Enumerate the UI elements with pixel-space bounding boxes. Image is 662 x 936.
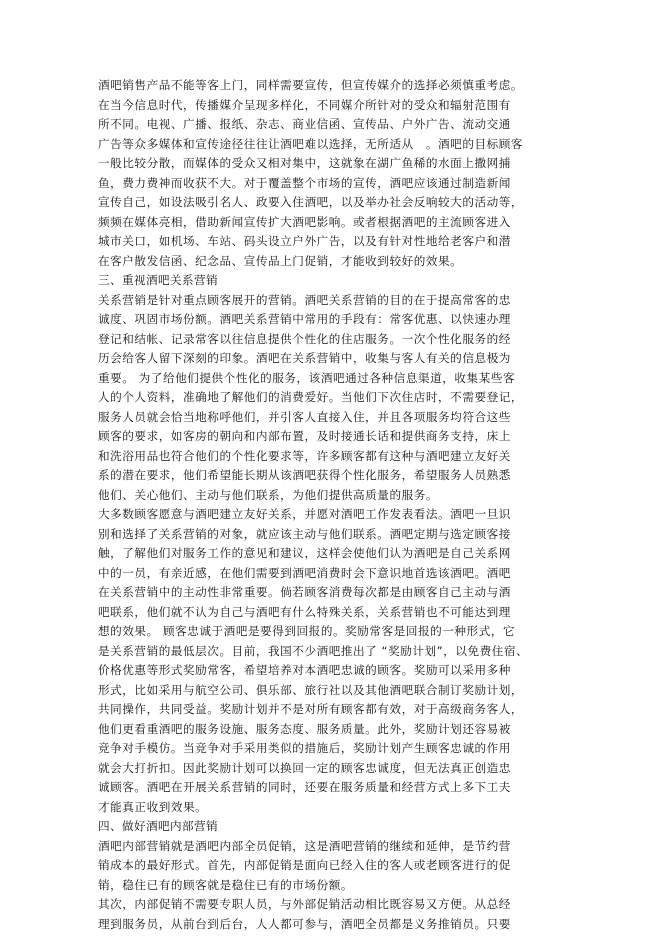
body-text-line: 理到服务员，从前台到后台，人人都可参与，酒吧全员都是义务推销员。只要	[98, 916, 511, 931]
body-text-line: 触，了解他们对服务工作的意见和建议，这样会使他们认为酒吧是自己关系网	[98, 546, 511, 560]
body-text-line: 酒吧销售产品不能等客上门，同样需要宣传，但宣传媒介的选择必须慎重考虑。	[98, 78, 524, 92]
body-text-line: 在当今信息时代，传播媒介呈现多样化，不同媒介所针对的受众和辐射范围有	[98, 97, 511, 112]
body-text-line: 价格优惠等形式奖励常客，希望培养对本酒吧忠诚的顾客。奖励可以采用多种	[98, 663, 511, 677]
body-text-line: 中的一员，有亲近感，在他们需要到酒吧消费时会下意识地首选该酒吧。酒吧	[98, 565, 511, 580]
body-text-line: 服务人员就会恰当地称呼他们，并引客人直接入住，并且各项服务均符合这些	[98, 409, 511, 424]
body-text-line: 历会给客人留下深刻的印象。酒吧在关系营销中，收集与客人有关的信息极为	[98, 351, 511, 365]
body-text-line: 人的个人资料，准确地了解他们的消费爱好。当他们下次住店时，不需要登记，	[98, 390, 524, 404]
body-text-line: 是关系营销的最低层次。目前，我国不少酒吧推出了 “奖励计划”，以免费住宿、	[98, 643, 529, 658]
body-text-line: 频频在媒体亮相，借助新闻宣传扩大酒吧影响。或者根据酒吧的主流顾客进入	[98, 214, 511, 229]
section-heading-relationship-marketing: 三、重视酒吧关系营销	[98, 273, 218, 287]
body-text-line: 和洗浴用品也符合他们的个性化要求等，许多顾客都有这种与酒吧建立友好关	[98, 448, 511, 463]
body-text-line: 共同操作，共同受益。奖励计划并不是对所有顾客都有效，对于高级商务客人，	[98, 702, 524, 716]
body-text-line: 广告等众多媒体和宣传途径往往让酒吧难以选择，无所适从 。酒吧的目标顾客	[98, 136, 524, 151]
body-text-line: 系的潜在要求，他们希望能长期从该酒吧获得个性化服务，希望服务人员熟悉	[98, 468, 511, 482]
body-text-line: 诚顾客。酒吧在开展关系营销的同时，还要在服务质量和经营方式上多下工夫	[98, 780, 511, 794]
body-text-line: 竞争对手模仿。当竞争对手采用类似的措施后，奖励计划产生顾客忠诚的作用	[98, 741, 511, 755]
body-text-line: 其次，内部促销不需要专职人员，与外部促销活动相比既容易又方便。从总经	[98, 897, 511, 911]
body-text-line: 就会大打折扣。因此奖励计划可以换回一定的顾客忠诚度，但无法真正创造忠	[98, 760, 511, 775]
body-text-line: 大多数顾客愿意与酒吧建立友好关系，并愿对酒吧工作发表看法。酒吧一旦识	[98, 507, 511, 521]
body-text-line: 宣传自己，如设法吸引名人、政要入住酒吧，以及举办社会反响较大的活动等，	[98, 195, 524, 209]
body-text-line: 在关系营销中的主动性非常重要。倘若顾客消费每次都是由顾客自己主动与酒	[98, 585, 511, 599]
body-text-line: 在客户散发信函、纪念品、宣传品上门促销，才能收到较好的效果。	[98, 253, 463, 268]
body-text-line: 所不同。电视、广播、报纸、杂志、商业信函、宣传品、户外广告、流动交通	[98, 117, 511, 131]
body-text-line: 登记和结帐、记录常客以往信息提供个性化的住店服务。一次个性化服务的经	[98, 331, 511, 346]
section-heading-internal-marketing: 四、做好酒吧内部营销	[98, 819, 218, 833]
body-text-line: 顾客的要求，如客房的朝向和内部布置，及时接通长话和提供商务支持，床上	[98, 429, 511, 443]
body-text-line: 重要。 为了给他们提供个性化的服务，该酒吧通过各种信息渠道，收集某些客	[98, 370, 516, 385]
body-text-line: 他们、关心他们、主动与他们联系，为他们提供高质量的服务。	[98, 487, 439, 502]
body-text-line: 鱼，费力费神而收获不大。对于覆盖整个市场的宣传，酒吧应该通过制造新闻	[98, 175, 511, 190]
body-text-line: 酒吧内部营销就是酒吧内部全员促销，这是酒吧营销的继续和延伸，是节约营	[98, 838, 511, 853]
body-text-line: 销，稳住已有的顾客就是稳住已有的市场份额。	[98, 877, 354, 892]
body-text-line: 诚度、巩固市场份额。酒吧关系营销中常用的手段有：常客优惠、以快速办理	[98, 312, 511, 326]
body-text-line: 别和选择了关系营销的对象，就应该主动与他们联系。酒吧定期与选定顾客接	[98, 526, 511, 541]
body-text-line: 一般比较分散，而媒体的受众又相对集中，这就象在湖广鱼稀的水面上撒网捕	[98, 156, 511, 170]
body-text-line: 销成本的最好形式。首先，内部促销是面向已经入住的客人或老顾客进行的促	[98, 858, 511, 872]
document-page	[98, 76, 548, 934]
body-text-line: 想的效果。 顾客忠诚于酒吧是要得到回报的。奖励常客是回报的一种形式，它	[98, 624, 516, 638]
body-text-line: 才能真正收到效果。	[98, 799, 208, 814]
body-text-line: 形式，比如采用与航空公司、俱乐部、旅行社以及其他酒吧联合制订奖励计划，	[98, 682, 524, 697]
body-text-line: 城市关口，如机场、车站、码头设立户外广告，以及有针对性地给老客户和潜	[98, 234, 511, 248]
body-text-line: 吧联系，他们就不认为自己与酒吧有什么特殊关系，关系营销也不可能达到理	[98, 604, 511, 619]
body-text-line: 关系营销是针对重点顾客展开的营销。酒吧关系营销的目的在于提高常客的忠	[98, 292, 511, 307]
body-text-line: 他们更看重酒吧的服务设施、服务态度、服务质量。此外，奖励计划还容易被	[98, 721, 511, 736]
